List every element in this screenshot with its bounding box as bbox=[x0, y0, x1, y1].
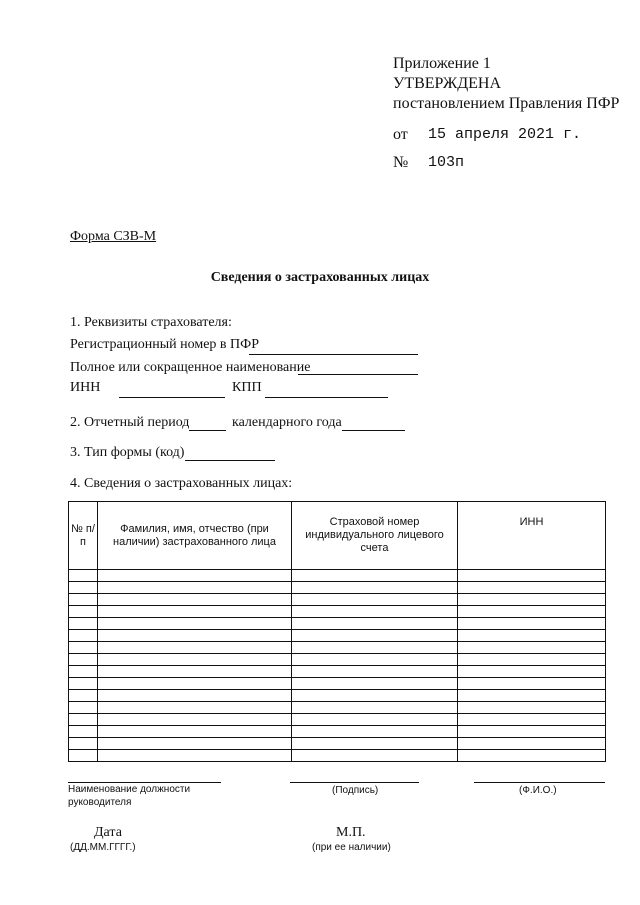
table-row bbox=[69, 642, 606, 654]
cell-snils[interactable] bbox=[292, 582, 458, 594]
form-type-field[interactable] bbox=[185, 460, 275, 461]
year-field[interactable] bbox=[342, 430, 405, 431]
cell-inn[interactable] bbox=[458, 630, 606, 642]
cell-fio[interactable] bbox=[98, 690, 292, 702]
table-body bbox=[69, 570, 606, 762]
cell-fio[interactable] bbox=[98, 570, 292, 582]
cell-inn[interactable] bbox=[458, 618, 606, 630]
cell-number[interactable] bbox=[69, 570, 98, 582]
cell-fio[interactable] bbox=[98, 630, 292, 642]
date-label: Дата bbox=[94, 825, 122, 840]
inn-label: ИНН bbox=[70, 380, 101, 395]
table-row bbox=[69, 582, 606, 594]
reg-number-field[interactable] bbox=[249, 354, 418, 355]
approval-date-row bbox=[393, 126, 582, 144]
cell-snils[interactable] bbox=[292, 570, 458, 582]
table-row bbox=[69, 714, 606, 726]
cell-number[interactable] bbox=[69, 618, 98, 630]
section4-heading: 4. Сведения о застрахованных лицах: bbox=[70, 476, 293, 491]
cell-fio[interactable] bbox=[98, 618, 292, 630]
cell-fio[interactable] bbox=[98, 594, 292, 606]
table-header-row bbox=[69, 502, 606, 570]
signature-line[interactable] bbox=[290, 782, 419, 783]
date-prefix: от bbox=[393, 126, 408, 143]
approval-number: 103п bbox=[428, 154, 465, 171]
table-row bbox=[69, 738, 606, 750]
cell-number[interactable] bbox=[69, 606, 98, 618]
cell-fio[interactable] bbox=[98, 642, 292, 654]
cell-number[interactable] bbox=[69, 654, 98, 666]
cell-snils[interactable] bbox=[292, 702, 458, 714]
table-row bbox=[69, 630, 606, 642]
cell-number[interactable] bbox=[69, 726, 98, 738]
kpp-label: КПП bbox=[232, 380, 262, 395]
year-label: календарного года bbox=[232, 415, 342, 430]
number-prefix: № bbox=[393, 154, 409, 171]
table-row bbox=[69, 690, 606, 702]
cell-number[interactable] bbox=[69, 582, 98, 594]
fio-label: (Ф.И.О.) bbox=[519, 785, 557, 796]
stamp-note: (при ее наличии) bbox=[312, 842, 391, 853]
position-label: Наименование должности руководителя bbox=[68, 784, 191, 808]
cell-fio[interactable] bbox=[98, 702, 292, 714]
name-field[interactable] bbox=[298, 374, 418, 375]
cell-fio[interactable] bbox=[98, 726, 292, 738]
cell-number[interactable] bbox=[69, 594, 98, 606]
cell-snils[interactable] bbox=[292, 630, 458, 642]
cell-inn[interactable] bbox=[458, 726, 606, 738]
reg-number-label: Регистрационный номер в ПФР bbox=[70, 337, 259, 352]
cell-inn[interactable] bbox=[458, 750, 606, 762]
cell-snils[interactable] bbox=[292, 726, 458, 738]
cell-snils[interactable] bbox=[292, 678, 458, 690]
cell-inn[interactable] bbox=[458, 606, 606, 618]
period-label: 2. Отчетный период bbox=[70, 415, 190, 430]
insured-persons-table bbox=[68, 501, 606, 762]
column-header-snils: Страховой номер индивидуального лицевого счета bbox=[292, 502, 458, 570]
cell-snils[interactable] bbox=[292, 654, 458, 666]
cell-number[interactable] bbox=[69, 750, 98, 762]
cell-snils[interactable] bbox=[292, 642, 458, 654]
table-row bbox=[69, 702, 606, 714]
kpp-field[interactable] bbox=[265, 397, 388, 398]
approved-by-label: постановлением Правления ПФР bbox=[393, 95, 620, 112]
cell-number[interactable] bbox=[69, 678, 98, 690]
cell-fio[interactable] bbox=[98, 606, 292, 618]
table-row bbox=[69, 726, 606, 738]
cell-inn[interactable] bbox=[458, 654, 606, 666]
cell-snils[interactable] bbox=[292, 750, 458, 762]
cell-snils[interactable] bbox=[292, 738, 458, 750]
approval-block bbox=[393, 54, 619, 114]
cell-snils[interactable] bbox=[292, 594, 458, 606]
column-header-fio: Фамилия, имя, отчество (при наличии) застрахованного лица bbox=[98, 502, 292, 570]
cell-fio[interactable] bbox=[98, 582, 292, 594]
cell-fio[interactable] bbox=[98, 750, 292, 762]
cell-number[interactable] bbox=[69, 714, 98, 726]
cell-inn[interactable] bbox=[458, 690, 606, 702]
section1-heading: 1. Реквизиты страхователя: bbox=[70, 315, 232, 330]
cell-snils[interactable] bbox=[292, 666, 458, 678]
approval-date: 15 апреля 2021 г. bbox=[428, 126, 582, 143]
column-header-number: № п/п bbox=[69, 502, 98, 570]
cell-inn[interactable] bbox=[458, 702, 606, 714]
cell-number[interactable] bbox=[69, 702, 98, 714]
cell-snils[interactable] bbox=[292, 606, 458, 618]
page-title: Сведения о застрахованных лицах bbox=[210, 270, 430, 285]
cell-fio[interactable] bbox=[98, 654, 292, 666]
period-field[interactable] bbox=[189, 430, 226, 431]
table-row bbox=[69, 750, 606, 762]
table-row bbox=[69, 666, 606, 678]
approval-number-row bbox=[393, 154, 465, 172]
cell-inn[interactable] bbox=[458, 582, 606, 594]
cell-fio[interactable] bbox=[98, 666, 292, 678]
cell-number[interactable] bbox=[69, 738, 98, 750]
signature-label: (Подпись) bbox=[332, 785, 379, 796]
cell-inn[interactable] bbox=[458, 570, 606, 582]
cell-inn[interactable] bbox=[458, 642, 606, 654]
cell-inn[interactable] bbox=[458, 594, 606, 606]
table-row bbox=[69, 570, 606, 582]
cell-inn[interactable] bbox=[458, 666, 606, 678]
fio-signature-line[interactable] bbox=[474, 782, 605, 783]
cell-inn[interactable] bbox=[458, 678, 606, 690]
name-label: Полное или сокращенное наименование bbox=[70, 360, 311, 375]
form-type-label: 3. Тип формы (код) bbox=[70, 445, 185, 460]
cell-snils[interactable] bbox=[292, 690, 458, 702]
cell-snils[interactable] bbox=[292, 714, 458, 726]
cell-number[interactable] bbox=[69, 666, 98, 678]
cell-fio[interactable] bbox=[98, 714, 292, 726]
table-row bbox=[69, 594, 606, 606]
date-format-label: (ДД.ММ.ГГГГ.) bbox=[70, 842, 136, 853]
cell-number[interactable] bbox=[69, 690, 98, 702]
form-label: Форма СЗВ-М bbox=[70, 229, 157, 244]
table-row bbox=[69, 618, 606, 630]
cell-inn[interactable] bbox=[458, 738, 606, 750]
cell-number[interactable] bbox=[69, 642, 98, 654]
cell-snils[interactable] bbox=[292, 618, 458, 630]
stamp-label: М.П. bbox=[336, 825, 366, 840]
cell-fio[interactable] bbox=[98, 678, 292, 690]
column-header-inn: ИНН bbox=[458, 502, 606, 570]
inn-field[interactable] bbox=[119, 397, 225, 398]
table-row bbox=[69, 654, 606, 666]
cell-number[interactable] bbox=[69, 630, 98, 642]
table-row bbox=[69, 606, 606, 618]
cell-fio[interactable] bbox=[98, 738, 292, 750]
approved-label: УТВЕРЖДЕНА bbox=[393, 75, 502, 92]
table-row bbox=[69, 678, 606, 690]
cell-inn[interactable] bbox=[458, 714, 606, 726]
appendix-label: Приложение 1 bbox=[393, 55, 491, 72]
